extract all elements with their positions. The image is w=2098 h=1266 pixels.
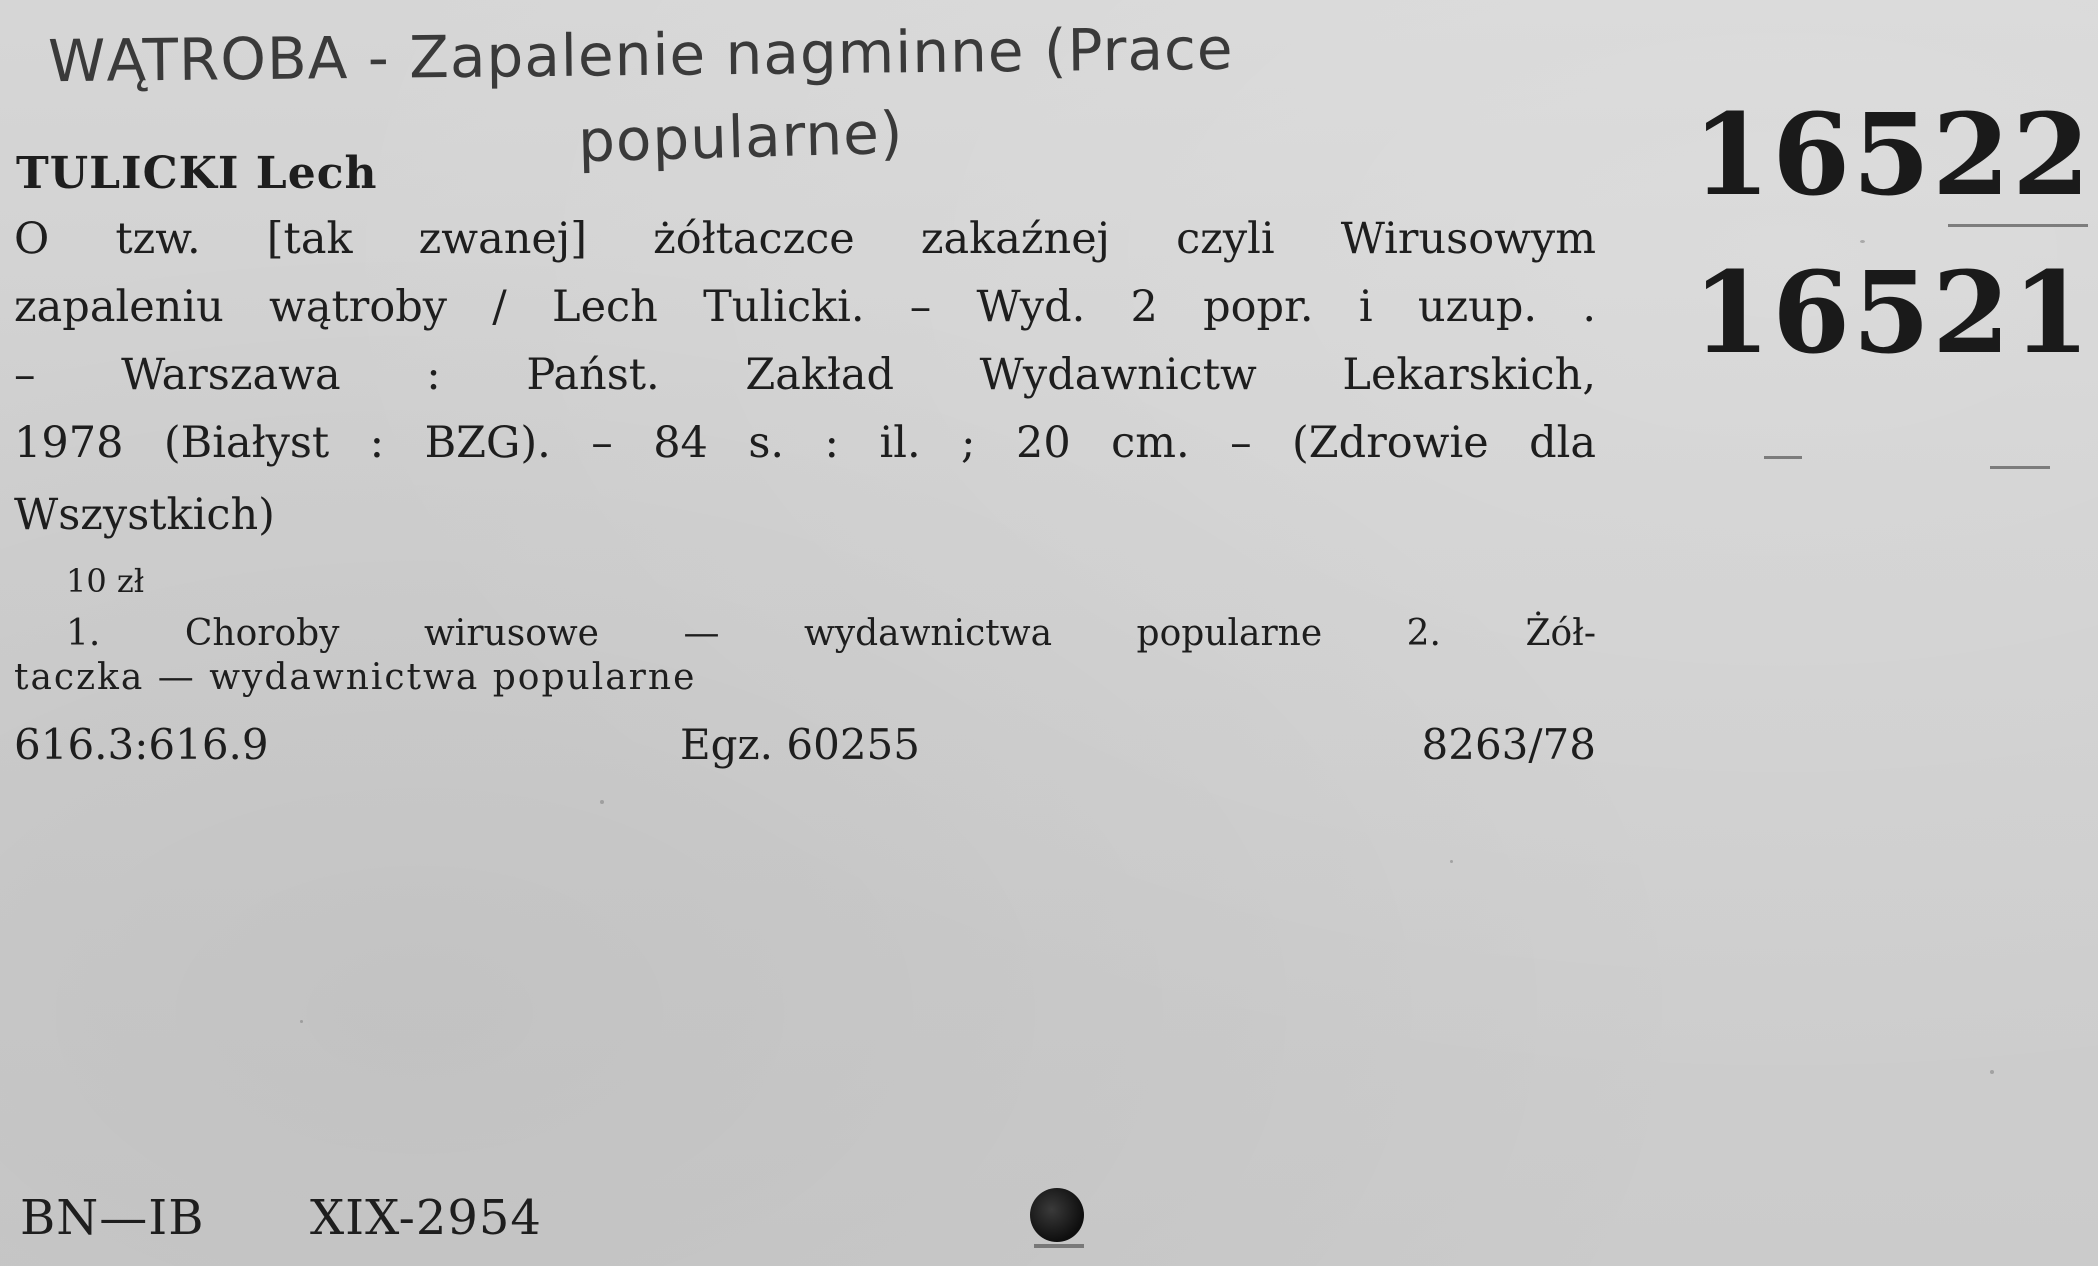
handwritten-subject-line-1: WĄTROBA - Zapalenie nagminne (Prace	[47, 14, 1234, 96]
library-code: BN—IB	[20, 1190, 205, 1246]
stamp-underline	[1948, 224, 2088, 227]
paper-speck	[600, 800, 604, 804]
description-line: – Warszawa : Państ. Zakład Wydawnictw Lekarskich,	[14, 350, 1596, 400]
subject-headings-line: taczka — wydawnictwa popularne	[14, 657, 697, 698]
stamp-number: 16521	[1692, 248, 2092, 379]
description-line: Wszystkich)	[14, 490, 275, 540]
paper-speck	[300, 1020, 303, 1023]
punch-hole	[1030, 1188, 1084, 1242]
registry-number: 8263/78	[1421, 720, 1596, 769]
punch-hole-shadow	[1034, 1244, 1084, 1248]
description-line: zapaleniu wątroby / Lech Tulicki. – Wyd. 2 popr. i uzup. .	[14, 282, 1596, 332]
subject-headings-line: 1. Choroby wirusowe — wydawnictwa popularne 2. Żół-	[66, 613, 1596, 654]
shelf-code: XIX-2954	[310, 1190, 542, 1246]
copy-number: Egz. 60255	[680, 720, 920, 769]
paper-speck	[1860, 240, 1865, 243]
description-line: 1978 (Białyst : BZG). – 84 s. : il. ; 20 cm. – (Zdrowie dla	[14, 418, 1596, 468]
stamp-mark	[1990, 466, 2050, 469]
udc-classification: 616.3:616.9	[14, 720, 269, 769]
price: 10 zł	[66, 562, 145, 600]
paper-speck	[1990, 1070, 1994, 1074]
author-heading: TULICKI Lech	[16, 148, 378, 199]
handwritten-subject-line-2: popularne)	[577, 98, 905, 176]
description-line: O tzw. [tak zwanej] żółtaczce zakaźnej czyli Wirusowym	[14, 214, 1596, 264]
paper-speck	[1450, 860, 1453, 863]
stamp-mark	[1764, 456, 1802, 459]
stamp-number: 16522	[1692, 90, 2092, 221]
